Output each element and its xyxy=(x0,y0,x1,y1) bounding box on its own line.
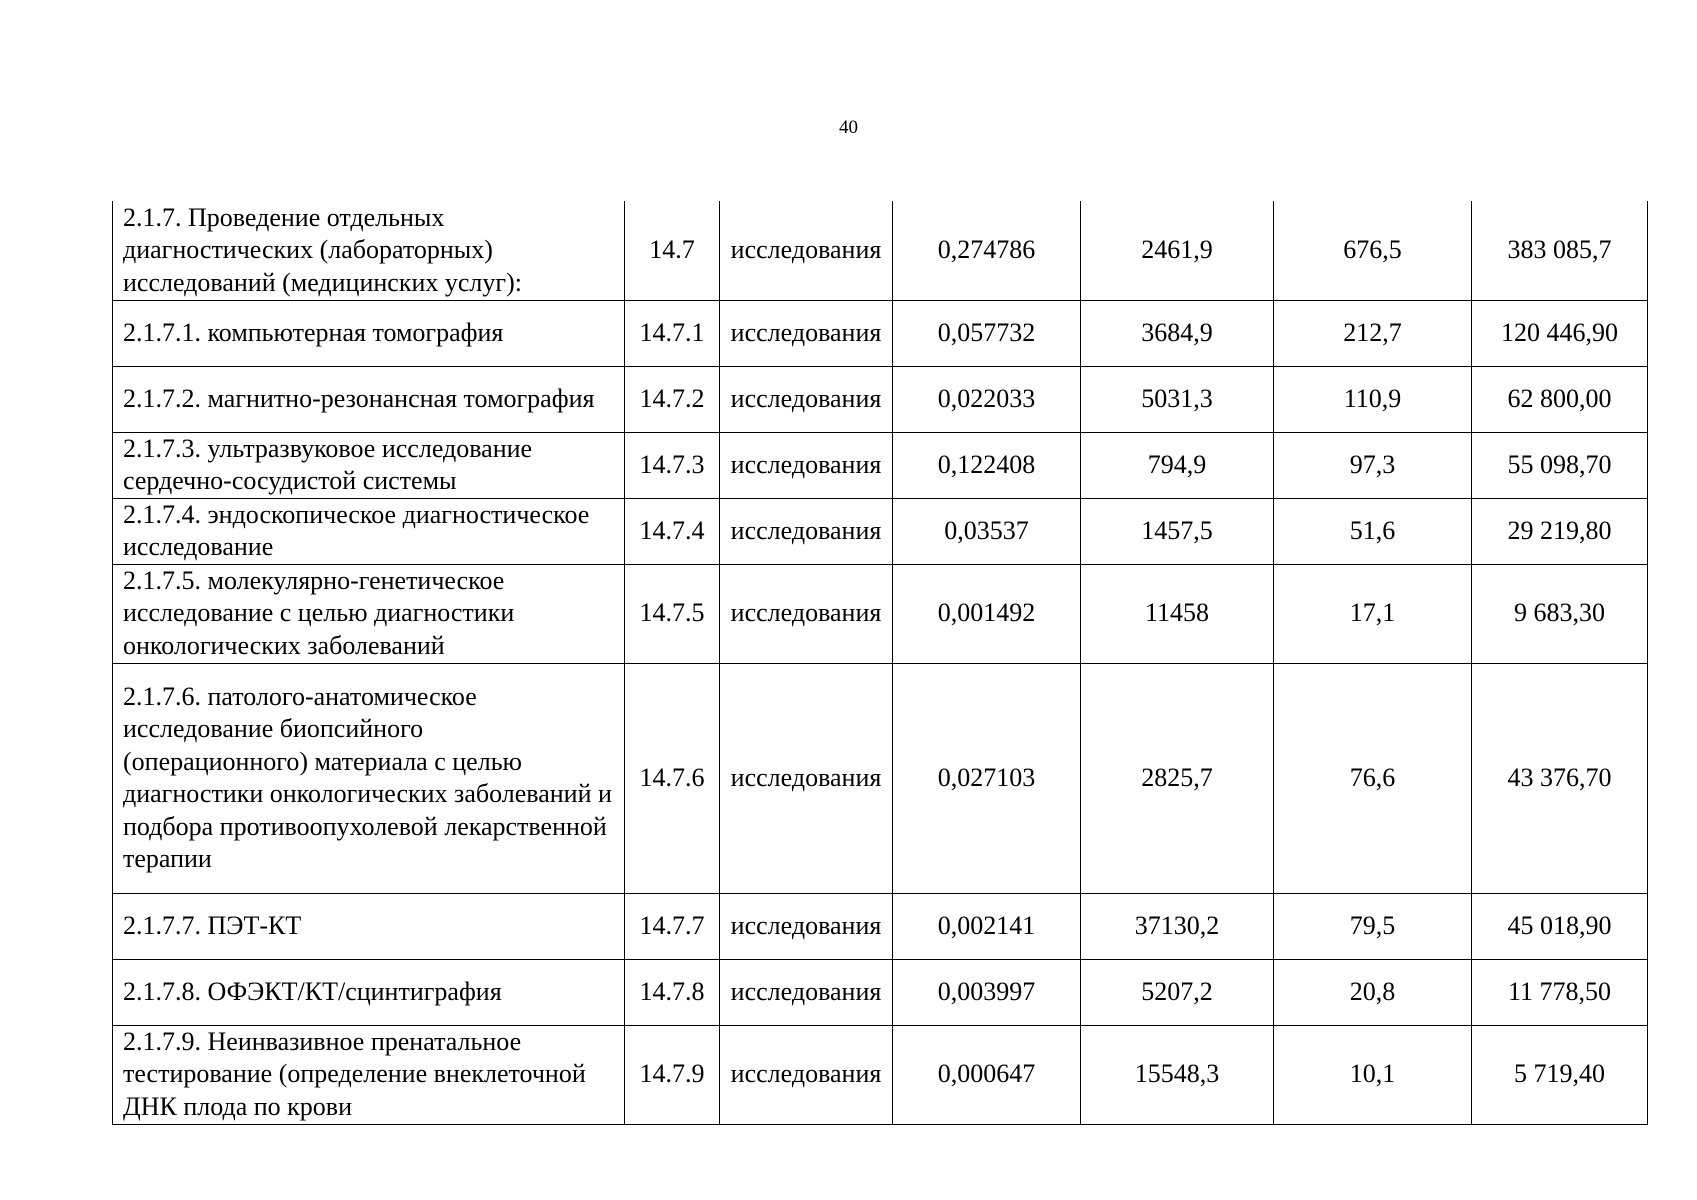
table-row xyxy=(113,201,1648,300)
service-name-cell: 2.1.7.7. ПЭТ-КТ xyxy=(113,893,625,959)
per-capita-cell: 51,6 xyxy=(1274,498,1472,564)
norm-cell: 0,001492 xyxy=(893,564,1081,663)
cost-cell: 37130,2 xyxy=(1081,893,1274,959)
table-row xyxy=(113,300,1648,366)
table-row xyxy=(113,564,1648,663)
unit-cell: исследования xyxy=(720,663,893,893)
norm-cell: 0,002141 xyxy=(893,893,1081,959)
per-capita-cell: 17,1 xyxy=(1274,564,1472,663)
per-capita-cell: 20,8 xyxy=(1274,959,1472,1025)
cost-cell: 3684,9 xyxy=(1081,300,1274,366)
service-name-cell: 2.1.7.5. молекулярно-генетическое исследование с целью диагностики онкологических заболеваний xyxy=(113,564,625,663)
unit-cell: исследования xyxy=(720,1025,893,1124)
service-name-cell: 2.1.7.4. эндоскопическое диагностическое исследование xyxy=(113,498,625,564)
table-row xyxy=(113,663,1648,893)
per-capita-cell: 97,3 xyxy=(1274,432,1472,498)
code-cell: 14.7.1 xyxy=(625,300,720,366)
total-cell: 11 778,50 xyxy=(1472,959,1648,1025)
service-name-cell: 2.1.7.6. патолого-анатомическое исследование биопсийного (операционного) материала с целью диагностики онкологических заболеваний и подбора противоопухолевой лекарственной терапии xyxy=(113,663,625,893)
norm-cell: 0,122408 xyxy=(893,432,1081,498)
service-name-cell: 2.1.7. Проведение отдельных диагностических (лабораторных) исследований (медицинских услуг): xyxy=(113,201,625,300)
total-cell: 120 446,90 xyxy=(1472,300,1648,366)
page-number: 40 xyxy=(839,117,858,138)
code-cell: 14.7.6 xyxy=(625,663,720,893)
code-cell: 14.7.2 xyxy=(625,366,720,432)
total-cell: 55 098,70 xyxy=(1472,432,1648,498)
norm-cell: 0,03537 xyxy=(893,498,1081,564)
unit-cell: исследования xyxy=(720,201,893,300)
cost-cell: 11458 xyxy=(1081,564,1274,663)
services-table xyxy=(112,201,1648,1125)
cost-cell: 2461,9 xyxy=(1081,201,1274,300)
code-cell: 14.7.5 xyxy=(625,564,720,663)
service-name-cell: 2.1.7.3. ультразвуковое исследование сердечно-сосудистой системы xyxy=(113,432,625,498)
table-row xyxy=(113,432,1648,498)
total-cell: 5 719,40 xyxy=(1472,1025,1648,1124)
norm-cell: 0,057732 xyxy=(893,300,1081,366)
table-row xyxy=(113,366,1648,432)
unit-cell: исследования xyxy=(720,300,893,366)
unit-cell: исследования xyxy=(720,564,893,663)
service-name-cell: 2.1.7.8. ОФЭКТ/КТ/сцинтиграфия xyxy=(113,959,625,1025)
code-cell: 14.7.4 xyxy=(625,498,720,564)
per-capita-cell: 76,6 xyxy=(1274,663,1472,893)
per-capita-cell: 110,9 xyxy=(1274,366,1472,432)
cost-cell: 794,9 xyxy=(1081,432,1274,498)
unit-cell: исследования xyxy=(720,959,893,1025)
code-cell: 14.7.7 xyxy=(625,893,720,959)
per-capita-cell: 212,7 xyxy=(1274,300,1472,366)
service-name-cell: 2.1.7.2. магнитно-резонансная томография xyxy=(113,366,625,432)
norm-cell: 0,027103 xyxy=(893,663,1081,893)
cost-cell: 15548,3 xyxy=(1081,1025,1274,1124)
total-cell: 29 219,80 xyxy=(1472,498,1648,564)
code-cell: 14.7.9 xyxy=(625,1025,720,1124)
per-capita-cell: 10,1 xyxy=(1274,1025,1472,1124)
cost-cell: 2825,7 xyxy=(1081,663,1274,893)
norm-cell: 0,000647 xyxy=(893,1025,1081,1124)
code-cell: 14.7.8 xyxy=(625,959,720,1025)
total-cell: 62 800,00 xyxy=(1472,366,1648,432)
norm-cell: 0,003997 xyxy=(893,959,1081,1025)
unit-cell: исследования xyxy=(720,498,893,564)
code-cell: 14.7 xyxy=(625,201,720,300)
cost-cell: 5031,3 xyxy=(1081,366,1274,432)
total-cell: 9 683,30 xyxy=(1472,564,1648,663)
cost-cell: 5207,2 xyxy=(1081,959,1274,1025)
unit-cell: исследования xyxy=(720,893,893,959)
table-row xyxy=(113,893,1648,959)
table-row xyxy=(113,959,1648,1025)
per-capita-cell: 79,5 xyxy=(1274,893,1472,959)
norm-cell: 0,274786 xyxy=(893,201,1081,300)
norm-cell: 0,022033 xyxy=(893,366,1081,432)
unit-cell: исследования xyxy=(720,432,893,498)
table-row xyxy=(113,498,1648,564)
service-name-cell: 2.1.7.1. компьютерная томография xyxy=(113,300,625,366)
code-cell: 14.7.3 xyxy=(625,432,720,498)
unit-cell: исследования xyxy=(720,366,893,432)
service-name-cell: 2.1.7.9. Неинвазивное пренатальное тестирование (определение внеклеточной ДНК плода по крови xyxy=(113,1025,625,1124)
cost-cell: 1457,5 xyxy=(1081,498,1274,564)
total-cell: 43 376,70 xyxy=(1472,663,1648,893)
total-cell: 45 018,90 xyxy=(1472,893,1648,959)
per-capita-cell: 676,5 xyxy=(1274,201,1472,300)
total-cell: 383 085,7 xyxy=(1472,201,1648,300)
table-row xyxy=(113,1025,1648,1124)
